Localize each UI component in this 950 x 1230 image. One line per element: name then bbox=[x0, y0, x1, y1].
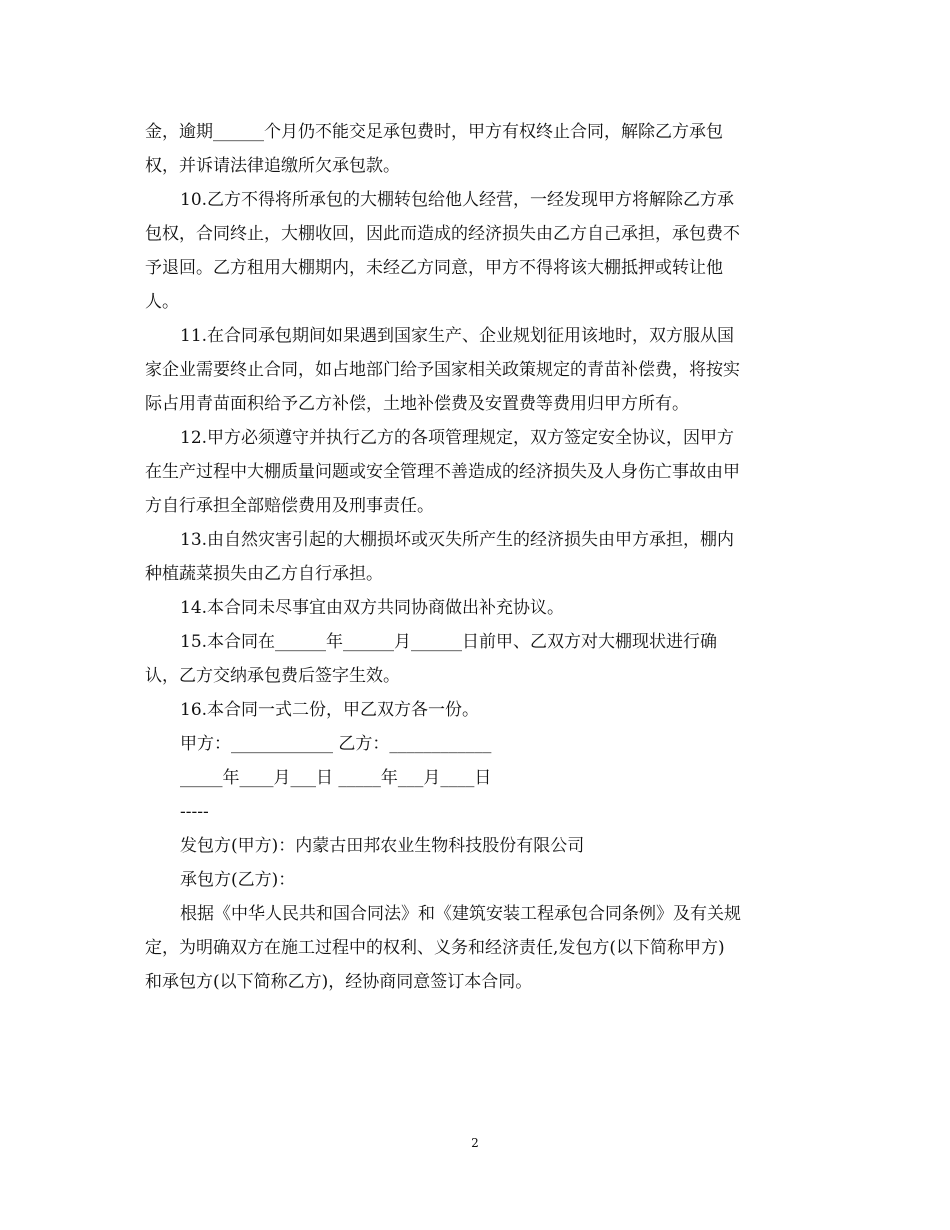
separator-dashes: ----- bbox=[180, 802, 209, 822]
text-line: 家企业需要终止合同，如占地部门给予国家相关政策规定的青苗补偿费，将按实 bbox=[145, 360, 740, 380]
signature-line: 甲方：____________ 乙方：____________ bbox=[180, 734, 492, 754]
date-line: _____年____月___日 _____年___月____日 bbox=[180, 768, 492, 788]
text-line: 和承包方(以下简称乙方)，经协商同意签订本合同。 bbox=[145, 972, 533, 992]
text-line: 认，乙方交纳承包费后签字生效。 bbox=[145, 666, 400, 686]
clause-10: 10.乙方不得将所承包的大棚转包给他人经营，一经发现甲方将解除乙方承 bbox=[180, 190, 735, 210]
text-line: 金，逾期______个月仍不能交足承包费时，甲方有权终止合同，解除乙方承包 bbox=[145, 122, 723, 142]
clause-16: 16.本合同一式二份，甲乙双方各一份。 bbox=[180, 700, 480, 720]
text-line: 方自行承担全部赔偿费用及刑事责任。 bbox=[145, 496, 434, 516]
text-line: 种植蔬菜损失由乙方自行承担。 bbox=[145, 564, 383, 584]
clause-11: 11.在合同承包期间如果遇到国家生产、企业规划征用该地时，双方服从国 bbox=[180, 326, 735, 346]
text-line: 权，并诉请法律追缴所欠承包款。 bbox=[145, 156, 400, 176]
text-line: 定，为明确双方在施工过程中的权利、义务和经济责任,发包方(以下简称甲方) bbox=[145, 938, 725, 958]
text-line: 际占用青苗面积给予乙方补偿，土地补偿费及安置费等费用归甲方所有。 bbox=[145, 394, 689, 414]
party-a-line: 发包方(甲方)：内蒙古田邦农业生物科技股份有限公司 bbox=[180, 836, 585, 856]
text-line: 在生产过程中大棚质量问题或安全管理不善造成的经济损失及人身伤亡事故由甲 bbox=[145, 462, 740, 482]
preamble-paragraph: 根据《中华人民共和国合同法》和《建筑安装工程承包合同条例》及有关规 bbox=[180, 904, 741, 924]
clause-13: 13.由自然灾害引起的大棚损坏或灭失所产生的经济损失由甲方承担，棚内 bbox=[180, 530, 735, 550]
party-b-line: 承包方(乙方)： bbox=[180, 870, 296, 890]
text-line: 予退回。乙方租用大棚期内，未经乙方同意，甲方不得将该大棚抵押或转让他 bbox=[145, 258, 723, 278]
clause-15: 15.本合同在______年______月______日前甲、乙双方对大棚现状进行确 bbox=[180, 632, 718, 652]
text-line: 包权，合同终止，大棚收回，因此而造成的经济损失由乙方自己承担，承包费不 bbox=[145, 224, 740, 244]
clause-14: 14.本合同未尽事宜由双方共同协商做出补充协议。 bbox=[180, 598, 565, 618]
text-line: 人。 bbox=[145, 292, 179, 312]
clause-12: 12.甲方必须遵守并执行乙方的各项管理规定，双方签定安全协议，因甲方 bbox=[180, 428, 735, 448]
document-body bbox=[145, 115, 805, 999]
page-number: 2 bbox=[471, 1136, 479, 1150]
